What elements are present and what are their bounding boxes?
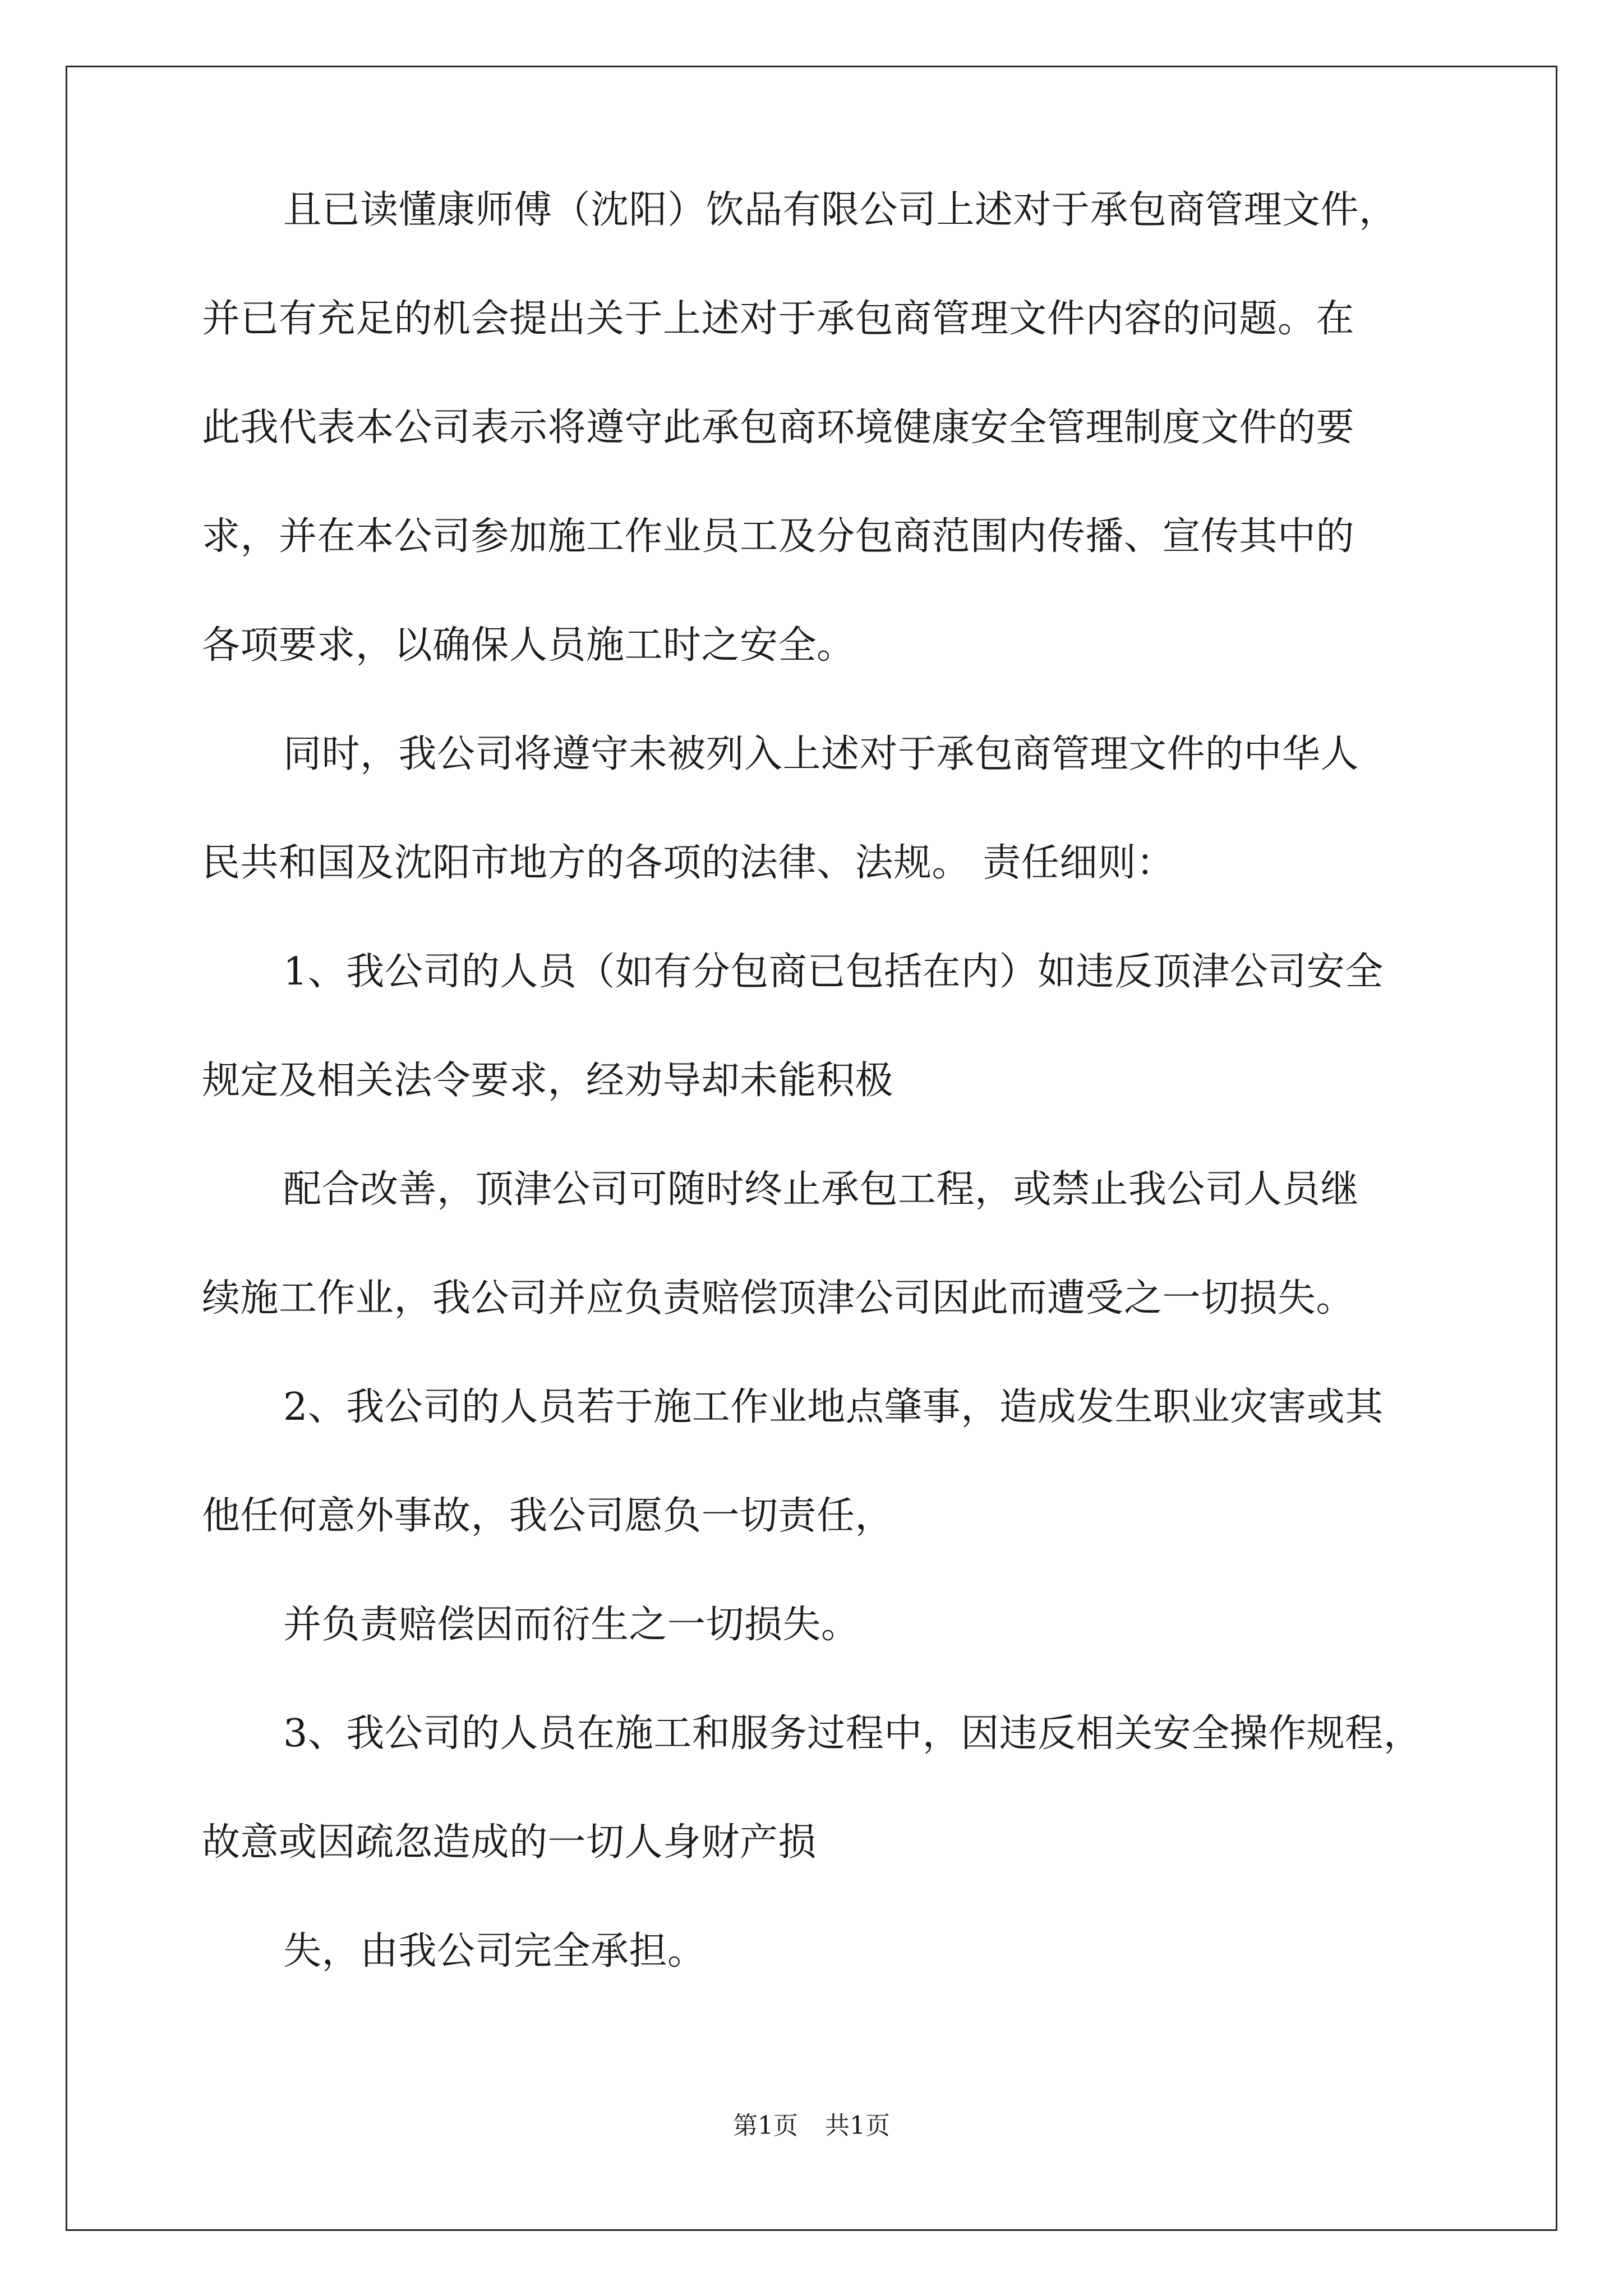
paragraph-line: 1、我公司的人员（如有分包商已包括在内）如违反顶津公司安全 xyxy=(283,950,1384,994)
page-total: 共1页 xyxy=(825,2111,890,2140)
paragraph-line: 此我代表本公司表示将遵守此承包商环境健康安全管理制度文件的要 xyxy=(202,406,1355,450)
paragraph-line: 2、我公司的人员若于施工作业地点肇事，造成发生职业灾害或其 xyxy=(283,1385,1384,1429)
page-footer xyxy=(0,2109,1623,2143)
paragraph-line: 他任何意外事故，我公司愿负一切责任， xyxy=(202,1494,894,1538)
page-border xyxy=(66,66,1557,2231)
paragraph-line: 并已有充足的机会提出关于上述对于承包商管理文件内容的问题。在 xyxy=(202,297,1355,341)
paragraph-line: 失，由我公司完全承担。 xyxy=(283,1929,706,1973)
page-number: 第1页 xyxy=(733,2111,798,2140)
paragraph-line: 同时，我公司将遵守未被列入上述对于承包商管理文件的中华人 xyxy=(283,732,1359,776)
paragraph-line: 3、我公司的人员在施工和服务过程中，因违反相关安全操作规程， xyxy=(283,1711,1422,1756)
paragraph-line: 求，并在本公司参加施工作业员工及分包商范围内传播、宣传其中的 xyxy=(202,514,1355,559)
paragraph-line: 配合改善，顶津公司可随时终止承包工程，或禁止我公司人员继 xyxy=(283,1167,1359,1212)
paragraph-line: 故意或因疏忽造成的一切人身财产损 xyxy=(202,1820,817,1865)
paragraph-line: 各项要求，以确保人员施工时之安全。 xyxy=(202,623,855,668)
paragraph-line: 并负责赔偿因而衍生之一切损失。 xyxy=(283,1603,860,1647)
paragraph-line: 民共和国及沈阳市地方的各项的法律、法规。 责任细则： xyxy=(202,841,1175,885)
paragraph-line: 规定及相关法令要求，经劝导却未能积极 xyxy=(202,1059,894,1103)
paragraph-line: 续施工作业，我公司并应负责赔偿顶津公司因此而遭受之一切损失。 xyxy=(202,1276,1355,1320)
paragraph-line: 且已读懂康师傅（沈阳）饮品有限公司上述对于承包商管理文件， xyxy=(283,188,1398,232)
